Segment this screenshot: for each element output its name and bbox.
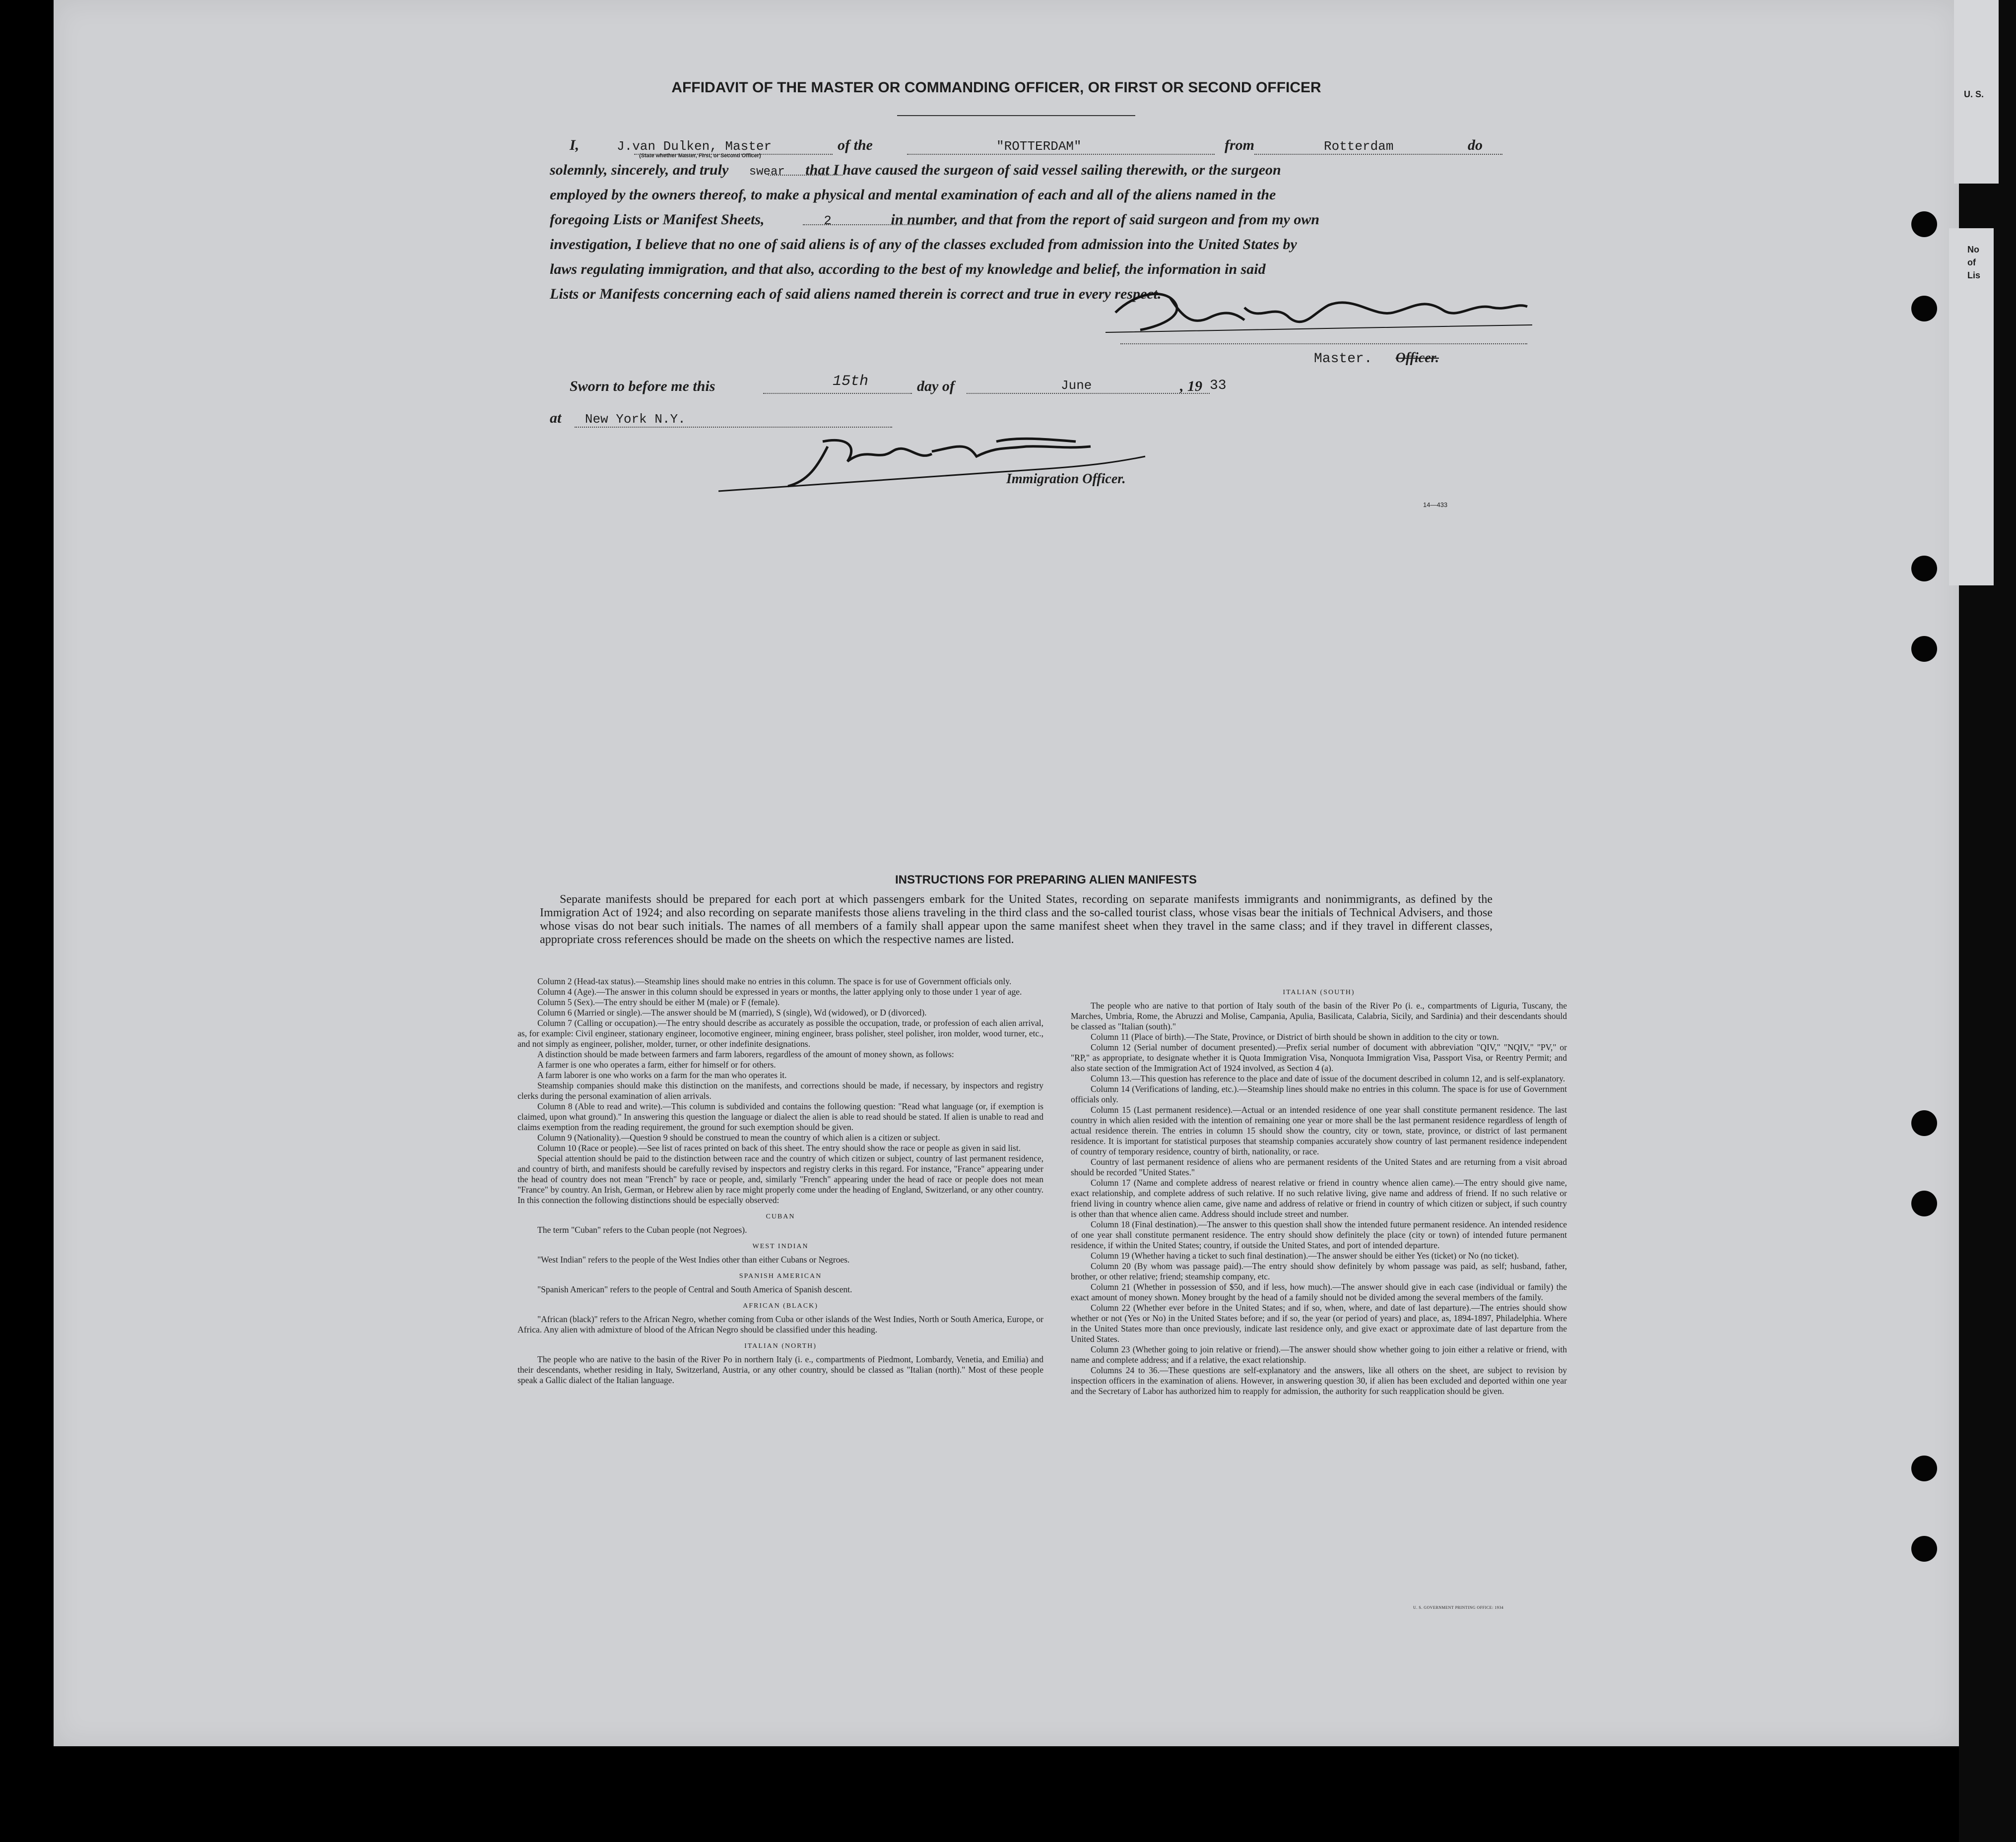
left-column-paragraph: A farm laborer is one who works on a farm for the man who operates it. bbox=[537, 1070, 787, 1080]
section-heading: CUBAN bbox=[766, 1213, 795, 1220]
officer-title: Immigration Officer. bbox=[1006, 471, 1126, 487]
word-of-the: of the bbox=[838, 137, 873, 153]
punch-hole-8 bbox=[1911, 1536, 1937, 1562]
section-heading: WEST INDIAN bbox=[752, 1243, 809, 1250]
right-column-paragraph: Columns 24 to 36.—These questions are self-explanatory and the answers, like all others on the sheet, are subject to revision by inspection officers in the examination of aliens. However, in answering question 30, if alien has been excluded and deported within one year and the Secretary of Labor has authorized him to reapply for admission, the authority for such reapplication should be given. bbox=[1071, 1365, 1567, 1396]
punch-hole-4 bbox=[1911, 636, 1937, 662]
instructions-left-column bbox=[518, 976, 1043, 1386]
section-text: "African (black)" refers to the African Negro, whether coming from Cuba or other islands of the West Indies, North or South America, Europe, or Africa. Any alien with admixture of blood of the African Negro should be classified under this heading. bbox=[518, 1314, 1043, 1334]
rank-master: Master. bbox=[1314, 351, 1372, 367]
text-line-1: that I have caused the surgeon of said vessel sailing therewith, or the surgeon bbox=[805, 162, 1281, 178]
right-column-paragraph: Column 15 (Last permanent residence).—Actual or an intended residence of one year shall constitute permanent residence. The last country in which alien resided with the intention of remaining one year or more shall be the last permanent residence regardless of length of actual residence therein. The entries in column 15 should show the country, city or town, state, province, or district of last permanent residence. It is important for statistical purposes that steamship companies accurately show country of last permanent residence independent of country of temporary residence, country of birth, nationality, or race. bbox=[1071, 1105, 1567, 1156]
right-column-paragraph: Column 18 (Final destination).—The answer to this question shall show the intended future permanent residence. An intended residence of one year shall constitute permanent residence. The entry should show definitely the place (city or town) of intended future permanent residence, if within the United States; country, if outside the United States, and port of intended departure. bbox=[1071, 1219, 1567, 1250]
section-heading: SPANISH AMERICAN bbox=[739, 1272, 822, 1280]
tab-line-2: of bbox=[1967, 257, 1976, 267]
text-line-2: employed by the owners thereof, to make a physical and mental examination of each and all of the aliens named in the bbox=[550, 187, 1276, 203]
section-text: "Spanish American" refers to the people of Central and South America of Spanish descent. bbox=[537, 1284, 852, 1294]
sheet-count: 2 bbox=[824, 213, 832, 228]
title-rule bbox=[897, 115, 1135, 116]
tab-line-1: No bbox=[1967, 245, 1979, 254]
section-heading: ITALIAN (NORTH) bbox=[744, 1342, 817, 1350]
instructions-title: INSTRUCTIONS FOR PREPARING ALIEN MANIFESTS bbox=[895, 873, 1197, 887]
punch-hole-7 bbox=[1911, 1456, 1937, 1481]
left-column-paragraph: Column 5 (Sex).—The entry should be either M (male) or F (female). bbox=[537, 997, 780, 1007]
punch-hole-3 bbox=[1911, 556, 1937, 581]
word-solemnly: solemnly, sincerely, and truly bbox=[550, 162, 729, 178]
blank-line-ship bbox=[907, 154, 1215, 155]
signature-line bbox=[1120, 343, 1527, 344]
blank-line-port bbox=[1254, 154, 1502, 155]
affidavit-title: AFFIDAVIT OF THE MASTER OR COMMANDING OFFICER, OR FIRST OR SECOND OFFICER bbox=[671, 79, 1321, 96]
printer-imprint: U. S. GOVERNMENT PRINTING OFFICE: 1934 bbox=[1413, 1605, 1504, 1610]
left-column-paragraph: Column 9 (Nationality).—Question 9 should be construed to mean the country of which alien is a citizen or subject. bbox=[537, 1133, 940, 1143]
year-suffix: 33 bbox=[1210, 378, 1227, 393]
left-column-paragraph: Column 10 (Race or people).—See list of races printed on back of this sheet. The entry should show the race or people as given in said list. bbox=[537, 1143, 1021, 1153]
section-text: The people who are native to the basin of the River Po in northern Italy (i. e., compartments of Piedmont, Lombardy, Venetia, and Emilia) and their descendants, whether residing in Italy, Switzerland, Austria, or any other country, should be classed as "Italian (north)." Most of these people speak a Gallic dialect of the Italian language. bbox=[518, 1354, 1043, 1385]
section-heading: AFRICAN (BLACK) bbox=[743, 1302, 818, 1310]
oath-word: swear bbox=[749, 165, 785, 179]
ship-name: "ROTTERDAM" bbox=[996, 139, 1082, 154]
word-day-of: day of bbox=[917, 378, 955, 394]
text-line-3: foregoing Lists or Manifest Sheets, bbox=[550, 211, 765, 228]
section-text: The term "Cuban" refers to the Cuban people (not Negroes). bbox=[537, 1225, 747, 1235]
departure-port: Rotterdam bbox=[1324, 139, 1394, 154]
left-column-paragraph: Special attention should be paid to the distinction between race and the country of which citizen or subject, country of last permanent residence, and country of birth, and manifests should be carefully revised by inspectors and registry clerks in this regard. For instance, "France" appearing under the head of country does not mean "French" by race or people, and, similarly "French" appearing under the head of race or people does not mean "France" by country. An Irish, German, or Hebrew alien by race might properly come under the heading of England, Switzerland, or any other country. In this connection the following distinctions should be especially observed: bbox=[518, 1153, 1043, 1205]
left-column-paragraph: Column 7 (Calling or occupation).—The entry should describe as accurately as possible the occupation, trade, or profession of each alien arrival, as, for example: Civil engineer, stationary engineer, locomotive engineer, mining engineer, brass polisher, steel polisher, iron molder, wood turner, etc., and not simply as engineer, polisher, molder, turner, or other indefinite designations. bbox=[518, 1018, 1043, 1049]
punch-hole-1 bbox=[1911, 211, 1937, 237]
sworn-month: June bbox=[1061, 378, 1092, 393]
right-column-paragraph: Column 12 (Serial number of document presented).—Prefix serial number of document with abbreviation "QIV," "NQIV," "PV," or "RP," as appropriate, to designate whether it is Quota Immigration Visa, Nonquota Immigration Visa, Passport Visa, or Reentry Permit; and also state section of the Immigration Act of 1924 involved, as Section 4 (a). bbox=[1071, 1042, 1567, 1073]
right-column-paragraph: Column 22 (Whether ever before in the United States; and if so, when, where, and date of last departure).—The entries should show whether or not (Yes or No) in the United States before; and if so, the year (or period of years) and place, as, 1894-1897, Philadelphia. Where in the United States more than once previously, indicate last residence only, and give exact or approximate date of last departure from the United States. bbox=[1071, 1303, 1567, 1344]
left-column-paragraph: Column 8 (Able to read and write).—This column is subdivided and contains the following question: "Read what language (or, if exemption is claimed, upon what ground)." In answering this question the language or dialect the alien is able to read should be stated. If alien is unable to read and claims exemption from the reading requirement, the ground for such exemption should be given. bbox=[518, 1101, 1043, 1132]
left-column-paragraph: Column 6 (Married or single).—The answer should be M (married), S (single), Wd (widowed), or D (divorced). bbox=[537, 1008, 927, 1017]
word-i: I, bbox=[570, 137, 580, 153]
margin-tab-labels bbox=[1967, 243, 1980, 282]
affidavit-block bbox=[550, 133, 1483, 307]
left-column-paragraph: Steamship companies should make this distinction on the manifests, and corrections should be made, if necessary, by inspectors and registry clerks during the personal examination of alien arrivals. bbox=[518, 1080, 1043, 1101]
rank-line bbox=[1314, 350, 1439, 367]
right-column-paragraph: Column 14 (Verifications of landing, etc.).—Steamship lines should make no entries in this column. The space is for use of Government officials only. bbox=[1071, 1084, 1567, 1104]
blank-line-month bbox=[967, 393, 1210, 394]
place-line bbox=[550, 410, 686, 427]
text-line-5: investigation, I believe that no one of said aliens is of any of the classes excluded from admission into the United States by bbox=[550, 236, 1297, 253]
blank-line-oath bbox=[768, 175, 843, 176]
manifest-sheet bbox=[54, 0, 1959, 1746]
right-column-paragraph: Column 20 (By whom was passage paid).—The entry should show definitely by whom passage was paid, as self; husband, father, brother, or other relative; friend; steamship company, etc. bbox=[1071, 1261, 1567, 1281]
officer-signature-text bbox=[847, 446, 850, 447]
instructions-right-column bbox=[1071, 981, 1567, 1397]
form-number: 14—433 bbox=[1423, 501, 1448, 508]
text-line-7: Lists or Manifests concerning each of said aliens named therein is correct and true in every respect. bbox=[550, 286, 1162, 302]
year-prefix: , 19 bbox=[1180, 378, 1202, 394]
margin-us: U. S. bbox=[1964, 89, 1984, 99]
word-at: at bbox=[550, 410, 562, 426]
text-line-4: in number, and that from the report of said surgeon and from my own bbox=[891, 211, 1320, 228]
right-column-paragraph: Column 23 (Whether going to join relative or friend).—The answer should show whether going to join either a relative or friend, with name and complete address; and if a relative, the exact relationship. bbox=[1071, 1344, 1567, 1365]
sworn-line bbox=[570, 373, 1314, 403]
sworn-text: Sworn to before me this bbox=[570, 378, 715, 394]
blank-line-name bbox=[634, 154, 833, 155]
sworn-place: New York N.Y. bbox=[585, 412, 686, 427]
left-column-paragraph: A farmer is one who operates a farm, either for himself or for others. bbox=[537, 1060, 776, 1070]
right-column-paragraph: Column 19 (Whether having a ticket to such final destination).—The answer should be either Yes (ticket) or No (no ticket). bbox=[1091, 1251, 1519, 1261]
officer-signature bbox=[699, 427, 1195, 501]
text-line-6: laws regulating immigration, and that also, according to the best of my knowledge and belief, the information in said bbox=[550, 261, 1266, 277]
left-column-paragraph: A distinction should be made between farmers and farm laborers, regardless of the amount of money shown, as follows: bbox=[537, 1049, 954, 1059]
punch-hole-5 bbox=[1911, 1110, 1937, 1136]
sworn-day: 15th bbox=[833, 373, 869, 390]
blank-line-day bbox=[763, 393, 912, 394]
right-column-paragraph: Column 21 (Whether in possession of $50, and if less, how much).—The answer should give in each case (individual or family) the exact amount of money shown. Money brought by the head of a family should not be divided among the several members of the family. bbox=[1071, 1282, 1567, 1302]
tab-line-3: Lis bbox=[1967, 270, 1981, 280]
punch-hole-6 bbox=[1911, 1191, 1937, 1216]
right-column-paragraph: Country of last permanent residence of aliens who are permanent residents of the United States and are returning from a visit abroad should be recorded "United States." bbox=[1071, 1157, 1567, 1177]
section-text: "West Indian" refers to the people of the West Indies other than either Cubans or Negroes. bbox=[537, 1255, 850, 1265]
right-column-paragraph: The people who are native to that portion of Italy south of the basin of the River Po (i. e., compartments of Liguria, Tuscany, the Marches, Umbria, Rome, the Abruzzi and Molise, Campania, Apulia, Basilicata, Calabria, Sicily, and Sardinia) and their descendants should be classed as "Italian (south)." bbox=[1071, 1001, 1567, 1031]
right-column-paragraph: Column 11 (Place of birth).—The State, Province, or District of birth should be shown in addition to the city or town. bbox=[1091, 1032, 1499, 1042]
word-from: from bbox=[1225, 137, 1254, 153]
instructions-intro: Separate manifests should be prepared for each port at which passengers embark for the United States, recording on separate manifests immigrants and nonimmigrants, as defined by the Immigration Act of 1924; and also recording on separate manifests those aliens traveling in the third class and the so-called tourist class, whose visas bear the initials of Technical Advisers, and those whose visas do not bear such initials. The names of all members of a family shall appear upon the same manifest sheet when they travel in the same class; and if they travel in different classes, appropriate cross references should be made on the sheets on which the respective names are listed. bbox=[540, 893, 1493, 946]
officer-name: J.van Dulken, Master bbox=[617, 139, 772, 154]
master-signature bbox=[1096, 283, 1542, 342]
left-column-paragraph: Column 4 (Age).—The answer in this column should be expressed in years or months, the latter applying only to those under 1 year of age. bbox=[537, 987, 1022, 997]
word-do: do bbox=[1468, 137, 1483, 153]
left-column-paragraph: Column 2 (Head-tax status).—Steamship lines should make no entries in this column. The space is for use of Government officials only. bbox=[537, 976, 1012, 986]
rank-officer-struck: Officer. bbox=[1395, 350, 1439, 366]
blank-line-sheets bbox=[803, 224, 922, 225]
right-column-paragraph: Column 13.—This question has reference to the place and date of issue of the document described in column 12, and is self-explanatory. bbox=[1091, 1074, 1565, 1083]
rank-note: (State whether Master, First, or Second Officer) bbox=[639, 153, 761, 159]
edge-tab-mid bbox=[1949, 228, 1994, 585]
right-column-paragraph: Column 17 (Name and complete address of nearest relative or friend in country whence alien came).—The entry should give name, exact relationship, and complete address of such relative. If no such relative living, give name and address of friend. If no such relative or friend living in country whence alien came, give name and address of relative or friend in country of which citizen or subject, if such country is other than that whence alien came. Address should include street and number. bbox=[1071, 1178, 1567, 1219]
heading-italian-south: ITALIAN (SOUTH) bbox=[1283, 989, 1355, 996]
punch-hole-2 bbox=[1911, 296, 1937, 321]
